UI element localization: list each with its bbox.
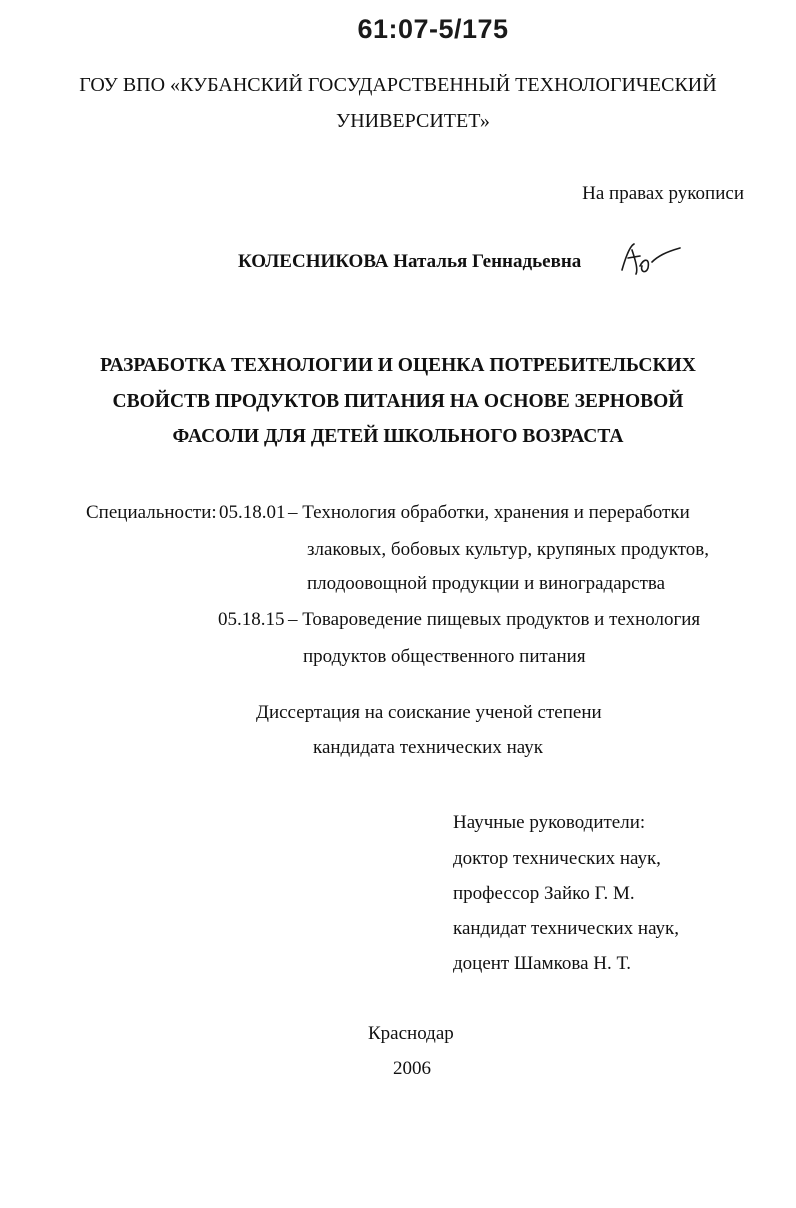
university-line-2: УНИВЕРСИТЕТ»: [336, 110, 490, 132]
specialties-label: Специальности:: [86, 502, 217, 523]
supervisor-2-name: доцент Шамкова Н. Т.: [453, 953, 631, 974]
title-line-2: СВОЙСТВ ПРОДУКТОВ ПИТАНИЯ НА ОСНОВЕ ЗЕРНОВОЙ: [112, 391, 684, 412]
specialty-code-1: 05.18.01: [219, 502, 286, 523]
title-line-1: РАЗРАБОТКА ТЕХНОЛОГИИ И ОЦЕНКА ПОТРЕБИТЕЛЬСКИХ: [100, 355, 696, 376]
signature-icon: [618, 236, 684, 280]
title-line-3: ФАСОЛИ ДЛЯ ДЕТЕЙ ШКОЛЬНОГО ВОЗРАСТА: [172, 426, 624, 447]
dissertation-line-2: кандидата технических наук: [313, 737, 543, 758]
university-line-1: ГОУ ВПО «КУБАНСКИЙ ГОСУДАРСТВЕННЫЙ ТЕХНОЛОГИЧЕСКИЙ: [79, 74, 717, 96]
specialty-1-line-1: – Технология обработки, хранения и переработки: [288, 502, 690, 523]
supervisor-2-degree: кандидат технических наук,: [453, 918, 680, 939]
dissertation-line-1: Диссертация на соискание ученой степени: [256, 702, 602, 723]
specialty-2-line-1: – Товароведение пищевых продуктов и технология: [288, 609, 701, 630]
supervisors-heading: Научные руководители:: [453, 812, 646, 833]
specialty-2-line-2: продуктов общественного питания: [303, 646, 586, 667]
author-name: КОЛЕСНИКОВА Наталья Геннадьевна: [238, 251, 582, 272]
city: Краснодар: [368, 1023, 454, 1044]
rights-note: На правах рукописи: [582, 183, 744, 204]
supervisor-1-degree: доктор технических наук,: [453, 848, 661, 869]
library-stamp-number: 61:07-5/175: [357, 14, 509, 44]
year: 2006: [393, 1058, 431, 1079]
specialty-code-2: 05.18.15: [218, 609, 285, 630]
specialty-1-line-3: плодоовощной продукции и виноградарства: [307, 573, 666, 594]
specialty-1-line-2: злаковых, бобовых культур, крупяных продуктов,: [307, 539, 709, 560]
supervisor-1-name: профессор Зайко Г. М.: [453, 883, 635, 904]
